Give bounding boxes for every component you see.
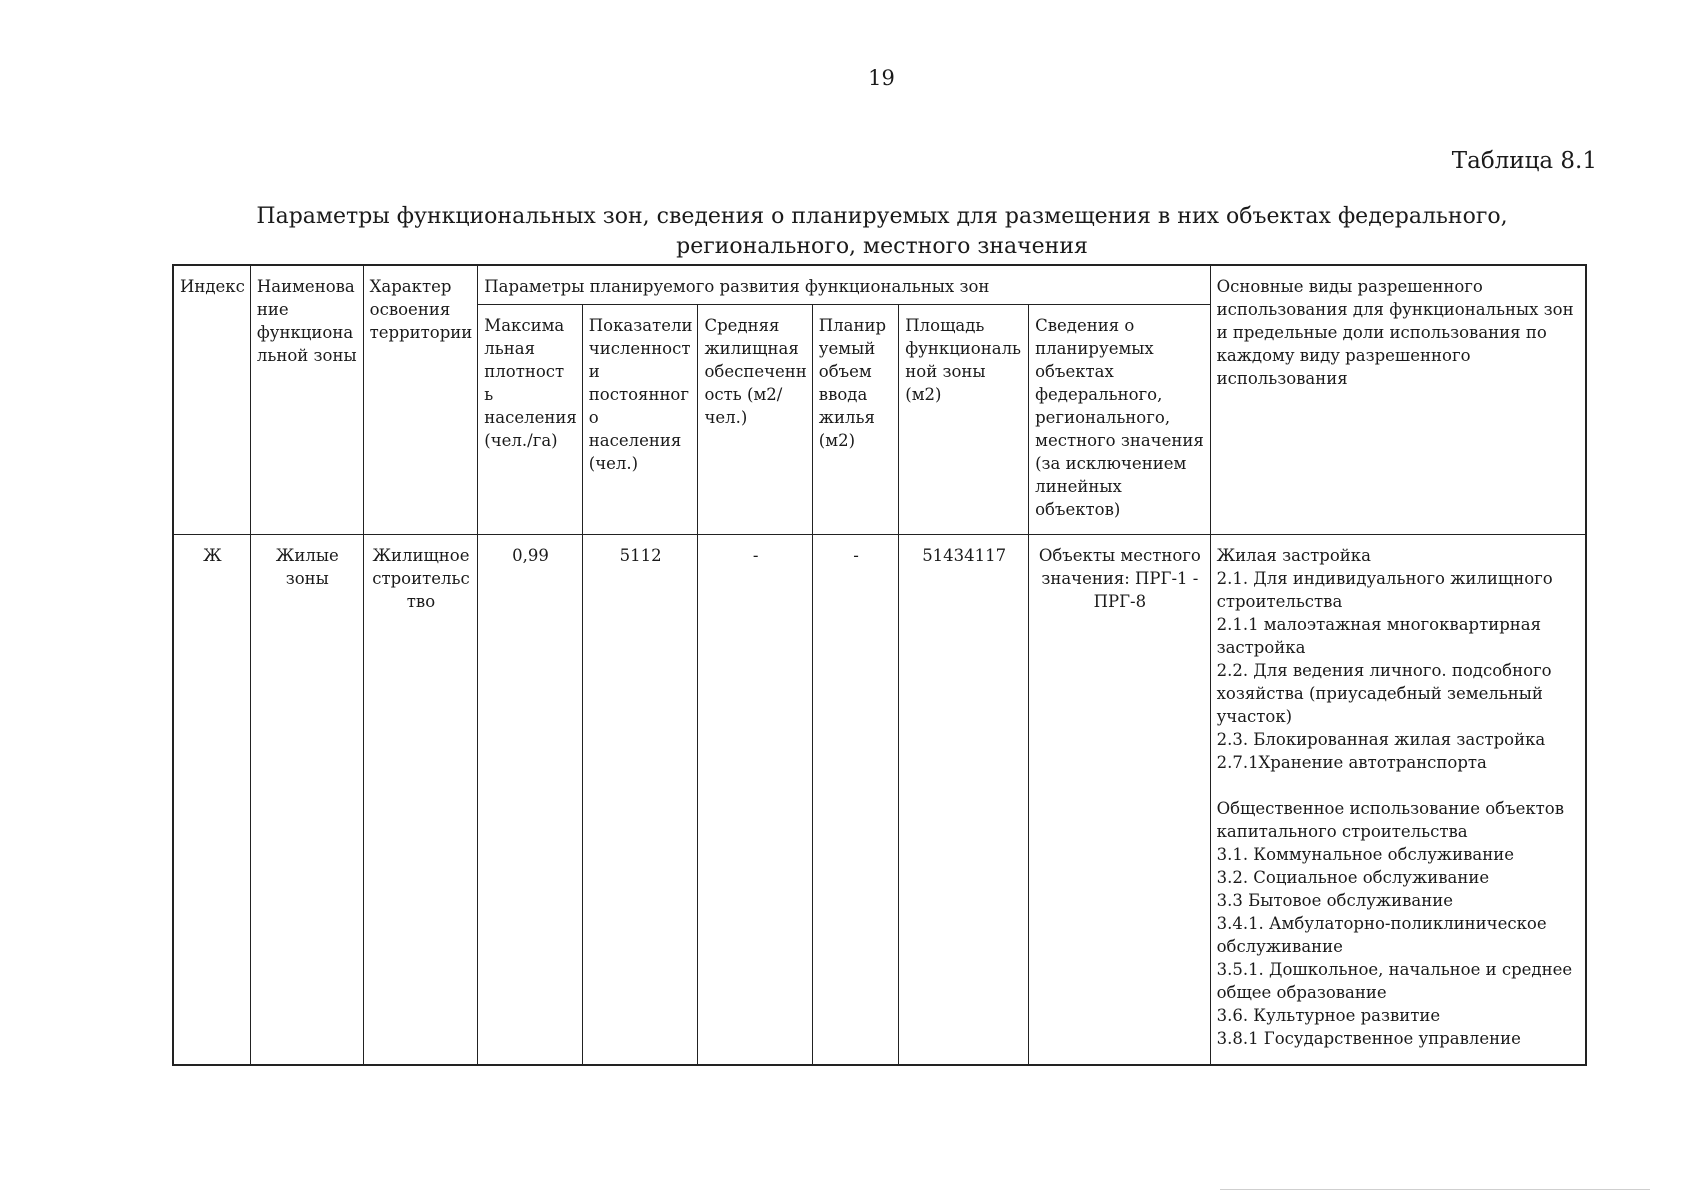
cell-max-density: 0,99 [478,535,583,1065]
header-params-group: Параметры планируемого развития функциональных зон [478,265,1210,305]
header-zone-name: Наименова ние функциона льной зоны [250,265,363,535]
cell-area: 51434117 [899,535,1029,1065]
use-item: 3.8.1 Государственное управление [1216,1029,1521,1048]
uses-group-public [1217,797,1580,1050]
use-item: 2.1.1 малоэтажная многоквартирная застройка [1216,615,1542,657]
table-label: Таблица 8.1 [1451,148,1597,174]
scan-edge-line [1220,1189,1650,1190]
cell-objects-info: Объекты местного значения: ПРГ-1 - ПРГ-8 [1029,535,1210,1065]
use-item: Жилая застройка [1216,546,1371,565]
use-item: Общественное использование объектов капитального строительства [1216,799,1564,841]
use-item: 2.3. Блокированная жилая застройка [1216,730,1546,749]
cell-population: 5112 [582,535,698,1065]
header-planned-volume: Планир уемый объем ввода жилья (м2) [812,305,898,535]
table-row [173,535,1586,1065]
use-item: 3.3 Бытовое обслуживание [1216,891,1453,910]
document-title: Параметры функциональных зон, сведения о планируемых для размещения в них объектах федерального, регионального, местного значения [256,204,1508,259]
header-character: Характер освоения территории [363,265,478,535]
cell-housing: - [698,535,812,1065]
header-row-1 [173,265,1586,305]
cell-main-uses [1210,535,1586,1065]
page-number: 19 [868,66,895,90]
cell-character: Жилищное строительс тво [363,535,478,1065]
uses-group-residential [1217,544,1580,774]
header-main-uses: Основные виды разрешенного использования для функциональных зон и предельные доли использования по каждому виду разрешенного использования [1210,265,1586,535]
parameters-table [172,264,1587,1066]
use-item: 3.2. Социальное обслуживание [1216,868,1490,887]
use-item: 2.7.1Хранение автотранспорта [1216,753,1487,772]
header-max-density: Максима льная плотност ь населения (чел./га) [478,305,583,535]
spacer [1217,774,1580,797]
cell-planned-volume: - [812,535,898,1065]
header-objects-info: Сведения о планируемых объектах федерального, регионального, местного значения (за исключением линейных объектов) [1029,305,1210,535]
cell-index: Ж [173,535,250,1065]
header-population: Показатели численност и постоянног о населения (чел.) [582,305,698,535]
use-item: 2.1. Для индивидуального жилищного строительства [1216,569,1553,611]
header-housing: Средняя жилищная обеспеченн ость (м2/чел.) [698,305,812,535]
use-item: 3.5.1. Дошкольное, начальное и среднее общее образование [1216,960,1573,1002]
use-item: 3.6. Культурное развитие [1216,1006,1441,1025]
header-area: Площадь функциональ ной зоны (м2) [899,305,1029,535]
cell-zone-name: Жилые зоны [250,535,363,1065]
use-item: 2.2. Для ведения личного. подсобного хозяйства (приусадебный земельный участок) [1216,661,1552,726]
use-item: 3.4.1. Амбулаторно-поликлиническое обслуживание [1216,914,1547,956]
use-item: 3.1. Коммунальное обслуживание [1216,845,1514,864]
header-index: Индекс [173,265,250,535]
